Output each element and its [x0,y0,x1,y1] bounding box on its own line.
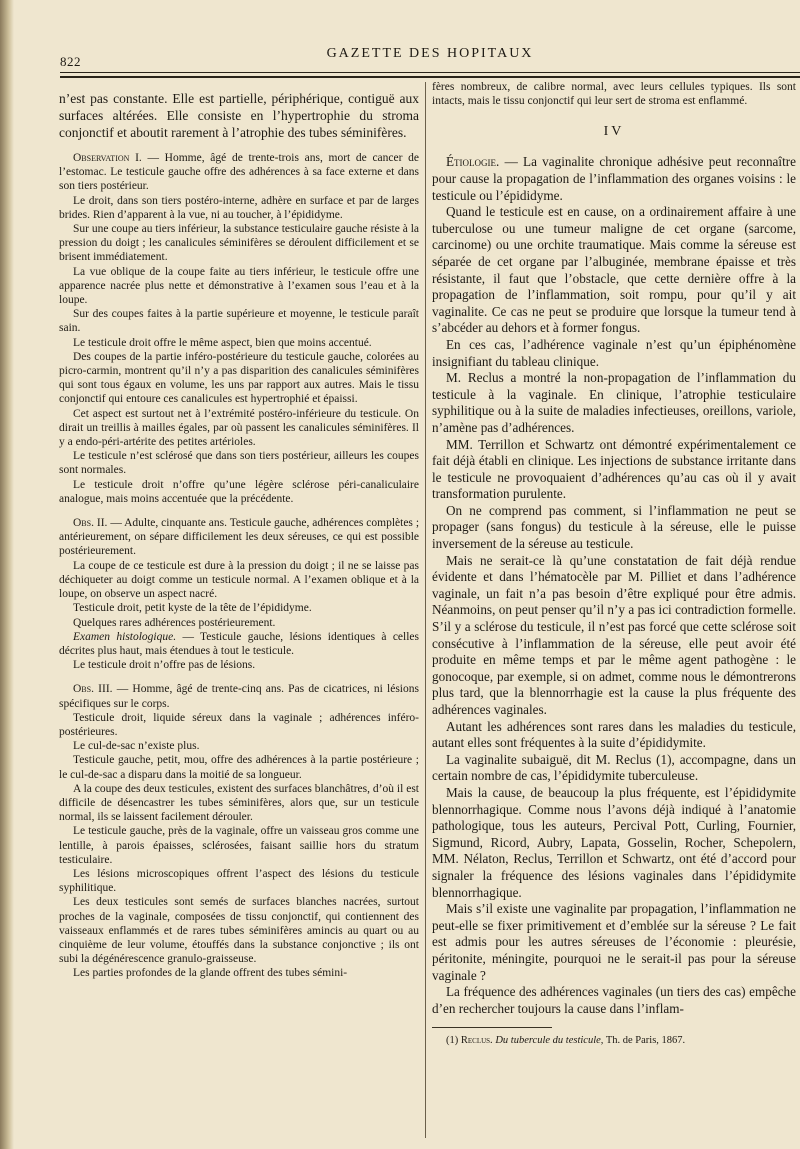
paragraph: Des coupes de la partie inféro-postérieure du testicule gauche, colorées au picro-carmin, montrent qu’il n’y a pas disparition des canalicules séminifères qui sont tous égaux en volume, les uns par rapport aux autres. Mais le tissu conjonctif qui entoure ces canalicules est hypertrophié et épaissi. [59,350,419,406]
paragraph: n’est pas constante. Elle est partielle, périphérique, contiguë aux surfaces altérées. Elle consiste en l’hypertrophie du stroma conjonctif et aboutit rarement à l’atrophie des tubes séminifères. [59,91,419,140]
paragraph: Le testicule droit n’offre pas de lésions. [73,659,256,672]
paragraph: Les parties profondes de la glande offrent des tubes sémini- [73,967,348,980]
observation-2 [59,516,419,559]
paragraph: Quand le testicule est en cause, on a ordinairement affaire à une tuberculose ou une tumeur maligne de cet organe (sarcome, carcinome) ou une orchite traumatique. Mais comme la séreuse est séparée de cet organe par l’albuginée, membrane épaisse et très résistante, il faut que l’obstacle, que cette dernière offre à la propagation de l’inflammation, soit rompu, pour qu’il y ait vaginalite. Ce cas ne peut se produire que lorsque la tumeur tend à s’abcéder au dehors et à former fongus. [432,204,796,336]
paragraph: M. Reclus a montré la non-propagation de l’inflammation du testicule à la vaginale. En clinique, l’atrophie testiculaire syphilitique ou à la suite de maladies infectieuses, oreillons, variole, n’amène pas d’adhérences. [432,370,796,435]
observation-text: — Adulte, cinquante ans. Testicule gauche, adhérences complètes ; antérieurement, on sépare difficilement les deux séreuses, ce qui est possible postérieurement. [59,517,419,558]
page-binding-edge [0,0,14,1149]
subheading-italic: Examen histologique. [73,630,177,643]
section-heading: Étiologie. [446,154,500,170]
footnote-title: Du tubercule du testicule, [492,1035,604,1047]
paragraph: Testicule droit, petit kyste de la tête de l’épididyme. [73,602,312,615]
paragraph: Autant les adhérences sont rares dans les maladies du testicule, autant elles sont fréquentes à la suite d’épididymite. [432,718,796,751]
header-rule-thick [60,76,800,78]
paragraph: Le testicule droit offre le même aspect, bien que moins accentué. [73,336,372,349]
observation-label: Obs. II. [73,517,108,530]
paragraph: La vaginalite subaiguë, dit M. Reclus (1), accompagne, dans un certain nombre de cas, l’épididymite tuberculeuse. [432,751,796,784]
paragraph: fères nombreux, de calibre normal, avec leurs cellules typiques. Ils sont intacts, mais le tissu conjonctif qui leur sert de stroma est enflammé. [432,81,796,108]
paragraph: Sur une coupe au tiers inférieur, la substance testiculaire gauche résiste à la pression du doigt ; les canalicules séminifères se déroulent difficilement et se brisent immédiatement. [59,223,419,264]
paragraph: Le testicule droit n’offre qu’une légère sclérose péri-canaliculaire analogue, mais moins accentuée que la précédente. [59,478,419,505]
paragraph-text: — Testicule gauche, lésions identiques à celles décrites plus haut, mais étendues à tout le testicule. [59,630,419,657]
observation-text: — Homme, âgé de trente-trois ans, mort de cancer de l’estomac. Le testicule gauche offre des adhérences à sa face externe et dans son tiers postérieur. [59,152,419,193]
right-column [432,80,796,1140]
footnote-number: (1) [446,1035,461,1047]
paragraph: Le testicule n’est sclérosé que dans son tiers postérieur, ailleurs les coupes sont normales. [59,450,419,477]
paragraph: Le testicule gauche, près de la vaginale, offre un vaisseau gros comme une lentille, à parois épaisses, sclérosées, faisant saillie hors du stratum testiculaire. [59,825,419,866]
page-header [60,44,800,70]
paragraph: Le cul-de-sac n’existe plus. [73,740,200,753]
paragraph: Mais la cause, de beaucoup la plus fréquente, est l’épididymite blennorrhagique. Comme nous l’avons déjà indiqué à l’anatomie pathologique, tous les auteurs, Percival Pott, Curling, Fournier, Sigmund, Ricord, Aubry, Lapata, Gosselin, Rocher, Schepolern, MM. Nélaton, Reclus, Terrillon et Schwartz, ont été d’accord pour signaler la fréquence des lésions vaginales dans l’épididymite blennorrhagique. [432,784,796,900]
paragraph: Sur des coupes faites à la partie supérieure et moyenne, le testicule paraît sain. [59,308,419,335]
newspaper-page [24,0,794,1149]
left-column [59,80,419,1140]
observation-1 [59,151,419,194]
paragraph: La coupe de ce testicule est dure à la pression du doigt ; il ne se laisse pas déchiqueter au doigt comme un testicule normal. A l’examen oblique et à la loupe, on observe un aspect nacré. [59,559,419,601]
header-rule-thin [60,72,800,73]
observation-label: Obs. III. [73,683,113,696]
paragraph: Les deux testicules sont semés de surfaces blanches nacrées, surtout proches de la vaginale, composées de tissu conjonctif, qui contiennent des vaisseaux enflammés et de rares tubes séminifères amincis au quart ou au cinquième de leur volume, étouffés dans la substance conjonctive ; ils ont subi la dégénérescence granulo-graisseuse. [59,896,419,966]
paragraph: Quelques rares adhérences postérieurement. [73,616,276,629]
footnote [432,1034,796,1047]
observation-text: — Homme, âgé de trente-cinq ans. Pas de cicatrices, ni lésions spécifiques sur le corps. [59,683,419,710]
paragraph: La vue oblique de la coupe faite au tiers inférieur, le testicule offre une apparence nacrée plus nette et démonstrative à l’examen sous l’eau et à la loupe. [59,265,419,307]
observation-3 [59,682,419,710]
paragraph [432,154,796,204]
paragraph: Mais s’il existe une vaginalite par propagation, l’inflammation ne peut-elle se fixer primitivement et d’emblée sur la séreuse ? Le fait est admis pour les autres séreuses de l’économie : pleurésie, péritonite, méningite, pourquoi ne le serait-il pas pour la séreuse vaginale ? [432,901,796,983]
paragraph: On ne comprend pas comment, si l’inflammation ne peut se propager (sans fongus) du testicule à la séreuse, elle le puisse inversement de la séreuse au testicule. [432,502,796,552]
footnote-reference: Th. de Paris, 1867. [603,1035,686,1047]
section-number: IV [603,124,625,140]
paragraph [59,630,419,658]
column-divider [425,82,426,1138]
paragraph: Les lésions microscopiques offrent l’aspect des lésions du testicule syphilitique. [59,867,419,895]
observation-label: Observation I. [73,152,142,164]
paragraph: MM. Terrillon et Schwartz ont démontré expérimentalement ce fait déjà établi en clinique. Les injections de substance irritante dans le testicule ne provoquaient d’adhérences qu’au cas où il y avait transformation purulente. [432,436,796,502]
paragraph-text: — La vaginalite chronique adhésive peut reconnaître pour cause la propagation de l’inflammation des organes voisins : le testicule ou l’épididyme. [432,154,796,203]
paragraph: Cet aspect est surtout net à l’extrémité postéro-inférieure du testicule. On dirait un treillis à mailles égales, par où passent les canalicules séminifères. Il y a endo-péri-artérite des petites artérioles. [59,407,419,449]
paragraph: Testicule droit, liquide séreux dans la vaginale ; adhérences inféro-postérieures. [59,711,419,738]
paragraph: La fréquence des adhérences vaginales (un tiers des cas) empêche d’en rechercher toujours la cause dans l’inflam- [432,984,796,1016]
paragraph: Le droit, dans son tiers postéro-interne, adhère en surface et par de larges brides. Rien d’apparent à la vue, ni au toucher, à l’épididyme. [59,194,419,221]
footnote-rule [432,1027,552,1028]
paragraph: A la coupe des deux testicules, existent des surfaces blanchâtres, d’où il est difficile de désencastrer les tubes séminifères, alors que, sur un testicule normal, ils se laissent facilement dérouler. [59,782,419,824]
paragraph: Mais ne serait-ce là qu’une constatation de fait déjà rendue évidente et dans l’hématocèle par M. Pilliet et dans l’adhérence vaginale, un fait n’a pas besoin d’être expliqué pour être admis. Néanmoins, on peut penser qu’il n’y a pas ici contradiction formelle. S’il y a sclérose du testicule, il n’est pas forcé que cette sclérose soit consécutive à l’inflammation de la séreuse, elle peut avoir été produite en même temps et par le même agent pathogène : le gonocoque, par exemple, si on admet, comme nous le démontrerons plus tard, que la blennorrhagie est la cause la plus fréquente des adhérences vaginales. [432,552,796,717]
running-title: GAZETTE DES HOPITAUX [326,46,534,61]
paragraph: En ces cas, l’adhérence vaginale n’est qu’un épiphénomène insignifiant du tableau clinique. [432,336,796,369]
page-number: 822 [60,54,81,69]
footnote-author: Reclus. [460,1035,493,1047]
paragraph: Testicule gauche, petit, mou, offre des adhérences à la partie postérieure ; le cul-de-sac a disparu dans la moitié de sa longueur. [59,754,419,781]
